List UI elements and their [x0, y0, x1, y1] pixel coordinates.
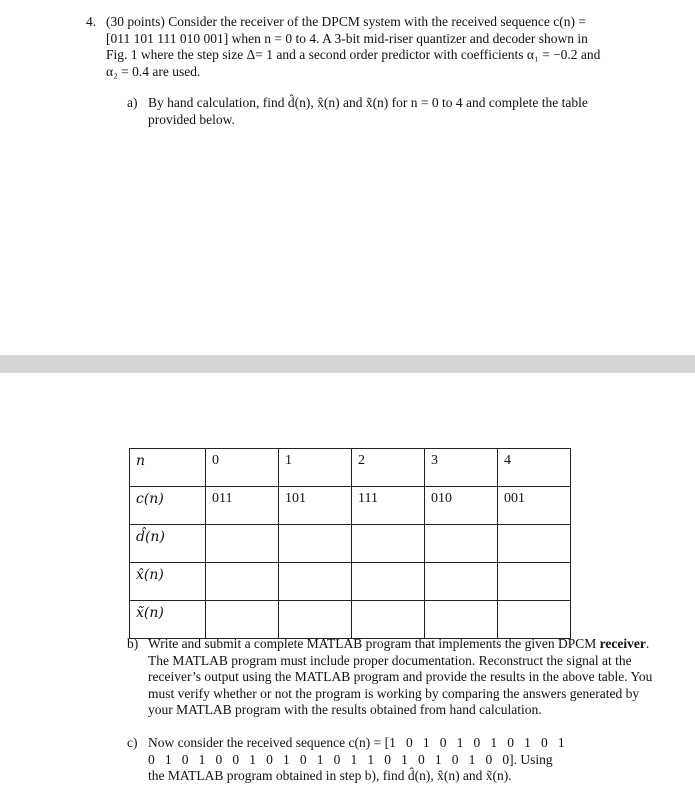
part-c	[127, 735, 662, 785]
table-cell-empty	[279, 525, 352, 563]
question-line-4: α₂ = 0.4 are used.	[106, 63, 201, 79]
results-table	[129, 448, 571, 639]
row-label-cn: c(n)	[130, 487, 206, 525]
table-cell-empty	[498, 525, 571, 563]
table-header-cell: 4	[498, 449, 571, 487]
table-row-dhat	[130, 525, 571, 563]
part-b	[127, 636, 655, 719]
table-cell-empty	[206, 563, 279, 601]
table-cell: 001	[498, 487, 571, 525]
part-b-label: b)	[127, 636, 139, 651]
table-cell-empty	[498, 601, 571, 639]
question-line-2: [011 101 111 010 001] when n = 0 to 4. A 3-bit mid-riser quantizer and decoder shown in	[106, 30, 588, 46]
part-b-bold-receiver: receiver	[599, 636, 646, 651]
table-cell: 101	[279, 487, 352, 525]
page-top	[0, 0, 695, 355]
question-line-3: Fig. 1 where the step size Δ= 1 and a second order predictor with coefficients α₁ = −0.2 and	[106, 47, 601, 62]
table-cell-empty	[498, 563, 571, 601]
part-b-text-end: . The MATLAB program must include proper documentation. Reconstruct the signal at the receiver’s output using the MATLAB program and provide the results in the above table. You must verify whether or not the program is working by comparing the answers generated by your MATLAB program with the results obtained from hand calculation.	[148, 636, 653, 717]
table-header-cell: n	[130, 449, 206, 487]
table-cell-empty	[352, 525, 425, 563]
part-b-text	[148, 636, 655, 719]
table-cell-empty	[425, 601, 498, 639]
part-a-line-2: provided below.	[148, 111, 235, 127]
question-text	[106, 14, 646, 80]
row-label-xtilde: x̃(n)	[130, 601, 206, 639]
table-cell-empty	[425, 525, 498, 563]
table-cell-empty	[425, 563, 498, 601]
page-break	[0, 355, 695, 373]
table-header-cell: 1	[279, 449, 352, 487]
part-c-label: c)	[127, 735, 138, 750]
table-cell-empty	[279, 601, 352, 639]
table-row-cn	[130, 487, 571, 525]
table-row-xtilde	[130, 601, 571, 639]
part-a-label: a)	[127, 95, 138, 110]
table-header-cell: 0	[206, 449, 279, 487]
table-cell-empty	[352, 601, 425, 639]
table-cell: 011	[206, 487, 279, 525]
row-label-dhat: d̂(n)	[130, 525, 206, 563]
table-cell-empty	[279, 563, 352, 601]
part-a	[127, 95, 647, 128]
table-cell: 111	[352, 487, 425, 525]
part-a-line-1: By hand calculation, find d̂(n), x̂(n) and x̃(n) for n = 0 to 4 and complete the table	[148, 95, 588, 110]
part-c-line-3: the MATLAB program obtained in step b), find d̂(n), x̂(n) and x̃(n).	[148, 768, 512, 783]
table-cell: 010	[425, 487, 498, 525]
table-header-row	[130, 449, 571, 487]
table-row-xhat	[130, 563, 571, 601]
part-c-line-2: 0 1 0 1 0 0 1 0 1 0 1 0 1 1 0 1 0 1 0 1 0 0]. Using	[148, 751, 553, 767]
question-line-1: (30 points) Consider the receiver of the DPCM system with the received sequence c(n) =	[106, 14, 586, 29]
table-cell-empty	[206, 601, 279, 639]
table-header-cell: 2	[352, 449, 425, 487]
table-cell-empty	[206, 525, 279, 563]
row-label-xhat: x̂(n)	[130, 563, 206, 601]
table-header-cell: 3	[425, 449, 498, 487]
question-number: 4.	[86, 14, 97, 29]
table-cell-empty	[352, 563, 425, 601]
part-b-text-start: Write and submit a complete MATLAB program that implements the given DPCM	[148, 636, 597, 651]
part-c-line-1: Now consider the received sequence c(n) = [1 0 1 0 1 0 1 0 1 0 1	[148, 735, 565, 750]
